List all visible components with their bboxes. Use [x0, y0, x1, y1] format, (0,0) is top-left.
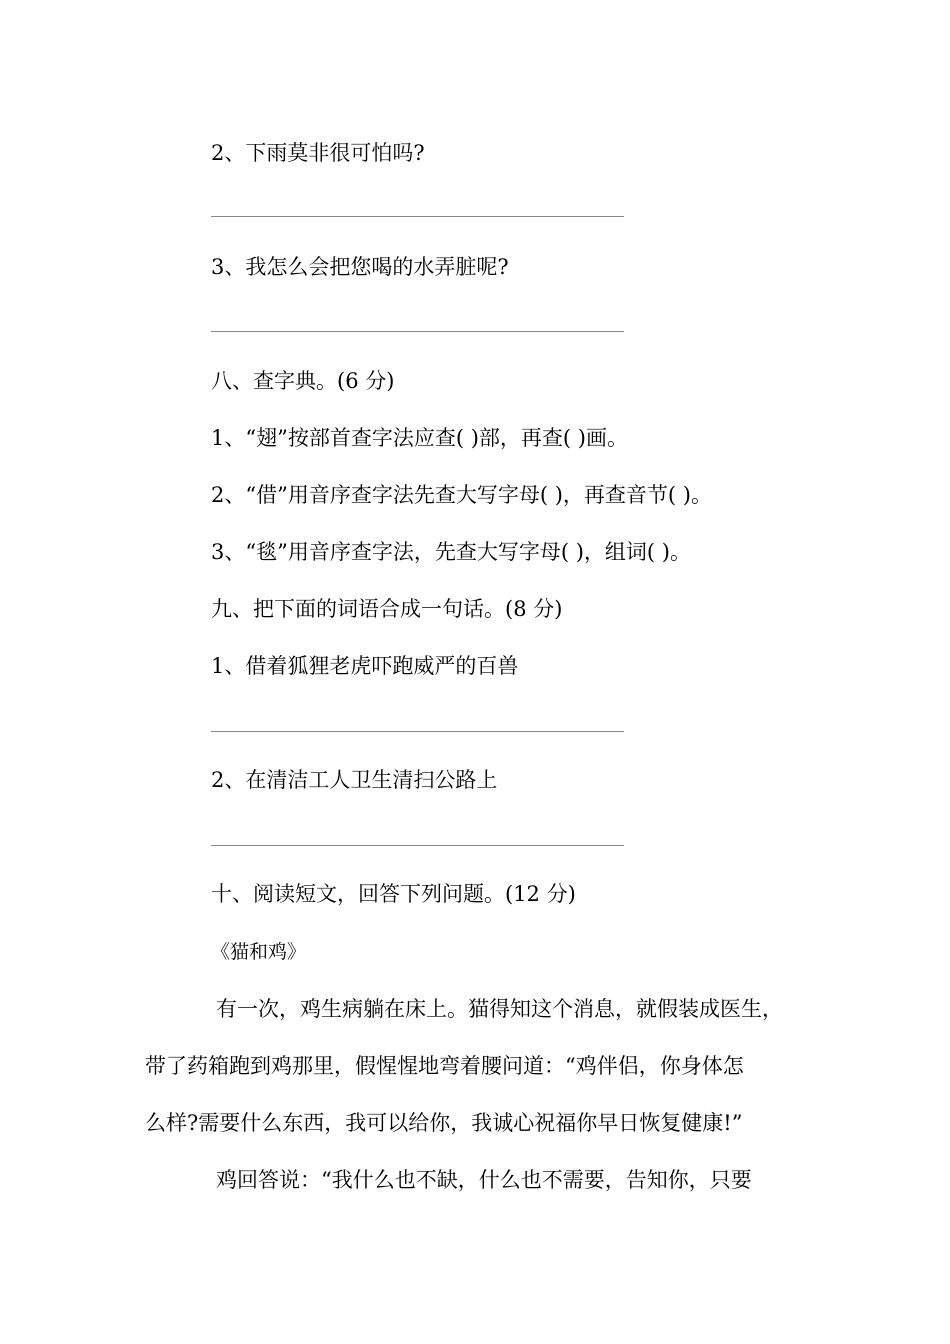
answer-line-9-1[interactable] — [211, 731, 624, 732]
story-paragraph-1-line-2: 带了药箱跑到鸡那里，假惺惺地弯着腰问道：“鸡伴侣，你身体怎 — [145, 1054, 744, 1078]
question-9-1: 1、借着狐狸老虎吓跑威严的百兽 — [211, 654, 519, 678]
question-7-3: 3、我怎么会把您喝的水弄脏呢? — [211, 255, 509, 279]
answer-line-9-2[interactable] — [211, 845, 624, 846]
question-8-1: 1、“翅”按部首查字法应查( )部，再查( )画。 — [211, 426, 628, 450]
answer-line-7-2[interactable] — [211, 216, 624, 217]
question-9-2: 2、在清洁工人卫生清扫公路上 — [211, 768, 498, 792]
story-paragraph-2-line-1: 鸡回答说：“我什么也不缺，什么也不需要，告知你，只要 — [216, 1168, 752, 1192]
section-8-heading: 八、查字典。(6 分) — [211, 369, 395, 393]
question-8-3: 3、“毯”用音序查字法，先查大写字母( )，组词( )。 — [211, 540, 691, 564]
story-paragraph-1-line-1: 有一次，鸡生病躺在床上。猫得知这个消息，就假装成医生， — [216, 997, 783, 1021]
section-10-heading: 十、阅读短文，回答下列问题。(12 分) — [211, 882, 576, 906]
section-9-heading: 九、把下面的词语合成一句话。(8 分) — [211, 597, 563, 621]
story-paragraph-1-line-3: 么样?需要什么东西，我可以给你，我诚心祝福你早日恢复健康!” — [145, 1111, 743, 1135]
question-7-2: 2、下雨莫非很可怕吗? — [211, 141, 425, 165]
question-8-2: 2、“借”用音序查字法先查大写字母( )，再查音节( )。 — [211, 483, 712, 507]
answer-line-7-3[interactable] — [211, 331, 624, 332]
story-title: 《猫和鸡》 — [211, 941, 307, 963]
